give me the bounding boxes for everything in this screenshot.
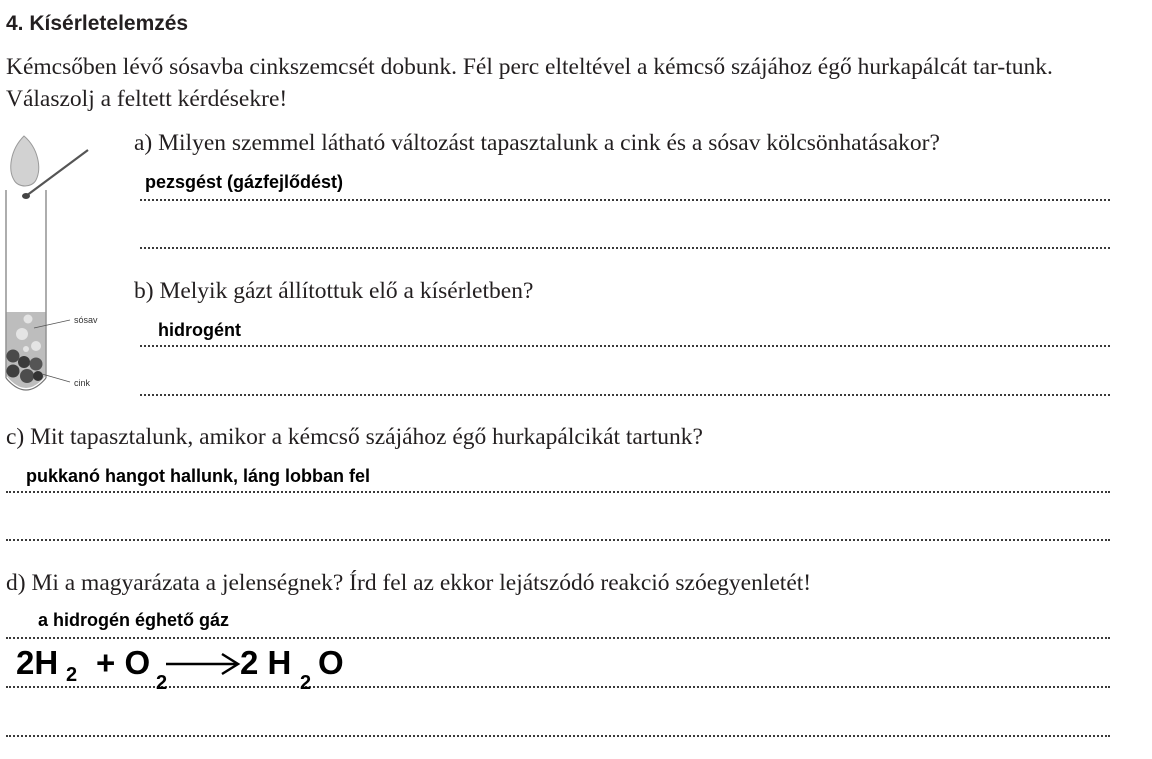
reaction-equation[interactable] <box>16 644 356 694</box>
equation-product-water: 2 H <box>240 644 292 681</box>
reaction-arrow-icon <box>166 652 242 676</box>
equation-subscript: 2 <box>66 664 78 686</box>
answer-line <box>140 247 1110 249</box>
question-b: b) Melyik gázt állítottuk elő a kísérletben? <box>134 278 534 304</box>
splint-ember <box>22 193 30 199</box>
zinc-label: cink <box>74 378 91 388</box>
exercise-intro: Kémcsőben lévő sósavba cinkszemcsét dobunk. Fél perc elteltével a kémcső szájához égő hurkapálcát tar-tunk. Válaszolj a feltett kérdésekre! <box>6 54 1053 112</box>
zinc-granule <box>30 358 43 371</box>
bubble <box>23 346 29 352</box>
equation-subscript: 2 <box>156 672 168 694</box>
equation-reactant-hydrogen: 2H <box>16 644 59 681</box>
bubble <box>24 315 33 324</box>
zinc-granule <box>18 356 30 368</box>
zinc-granule <box>7 365 20 378</box>
equation-reactant-oxygen: + O <box>96 644 151 681</box>
question-c: c) Mit tapasztalunk, amikor a kémcső szájához égő hurkapálcikát tartunk? <box>6 424 703 450</box>
answer-line <box>6 491 1110 493</box>
flame-shape <box>11 136 39 186</box>
answer-b[interactable]: hidrogént <box>158 320 241 340</box>
answer-a[interactable]: pezsgést (gázfejlődést) <box>145 172 344 192</box>
acid-label: sósav <box>74 315 98 325</box>
answer-c[interactable]: pukkanó hangot hallunk, láng lobban fel <box>26 466 371 486</box>
question-a: a) Milyen szemmel látható változást tapasztalunk a cink és a sósav kölcsönhatásakor? <box>134 130 940 156</box>
answer-line <box>6 637 1110 639</box>
bubble <box>31 341 41 351</box>
answer-line <box>6 539 1110 541</box>
test-tube-illustration <box>0 128 112 403</box>
answer-line <box>140 345 1110 347</box>
bubble <box>16 328 28 340</box>
equation-subscript: 2 <box>300 672 312 694</box>
zinc-granule <box>7 350 20 363</box>
question-d: d) Mi a magyarázata a jelenségnek? Írd fel az ekkor lejátszódó reakció szóegyenletét! <box>6 570 812 596</box>
zinc-granule <box>20 369 34 383</box>
answer-line <box>140 199 1110 201</box>
zinc-granule <box>33 371 43 381</box>
equation-product-oxygen: O <box>318 644 344 681</box>
answer-d[interactable]: a hidrogén éghető gáz <box>38 610 230 630</box>
answer-line <box>140 394 1110 396</box>
exercise-heading: 4. Kísérletelemzés <box>6 12 189 35</box>
answer-line <box>6 735 1110 737</box>
